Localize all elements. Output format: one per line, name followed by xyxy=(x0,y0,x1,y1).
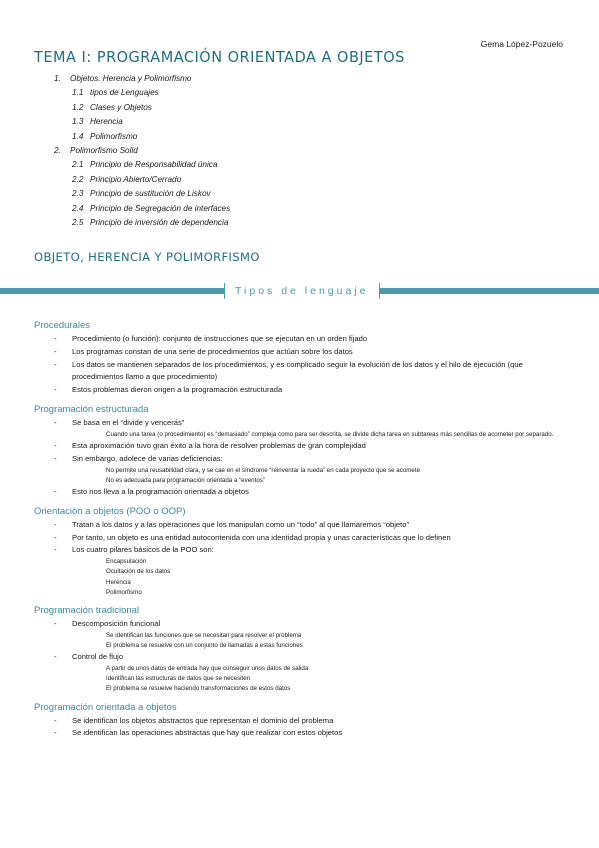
toc-subitem xyxy=(54,101,230,115)
bullet-item: - Tratan a los datos y a las operaciones que los manipulan como un “todo” al que llamaremos “objeto” xyxy=(34,519,574,532)
toc-number: 2.2 xyxy=(72,174,84,184)
bullet-item: - Control de flujo xyxy=(34,651,574,664)
toc-number: 2. xyxy=(54,146,61,156)
toc-label: Principio Abierto/Cerrado xyxy=(90,174,182,184)
bullet-item: - Esta aproximación tuvo gran éxito a la hora de resolver problemas de gran complejidad xyxy=(34,440,574,453)
toc-label: Principio de sustitución de Liskov xyxy=(90,189,211,199)
sub-bullet-item: Encapsulación xyxy=(106,558,147,566)
author-name: Gema López-Pozuelo xyxy=(480,39,563,49)
spacer xyxy=(34,499,574,502)
toc-label: Principio de Responsabilidad única xyxy=(90,160,218,170)
sub-bullet-item: No permite una reusabilidad clara, y se cae en el síndrome “reinventar la rueda” en cada proyecto que se acomete xyxy=(106,466,421,474)
toc-label: tipos de Lenguajes xyxy=(90,88,159,98)
toc-subitem xyxy=(54,130,230,144)
spacer xyxy=(34,740,574,743)
document-body xyxy=(34,316,574,743)
toc-number: 2.4 xyxy=(72,203,84,213)
toc-item xyxy=(54,144,230,158)
toc-subitem xyxy=(54,187,230,201)
bullet-item: - Se identifican las operaciones abstractas que hay que realizar con estos objetos xyxy=(34,727,574,740)
toc-label: Principio de Segregación de interfaces xyxy=(90,203,231,213)
toc-number: 1.4 xyxy=(72,131,84,141)
bullet-item: - Se basa en el “divide y vencerás” xyxy=(34,417,574,430)
sub-bullet-item: El problema se resuelve haciendo transformaciones de estos datos xyxy=(106,685,291,693)
page-title: TEMA I: PROGRAMACIÓN ORIENTADA A OBJETOS xyxy=(34,49,405,67)
sub-bullet-item: No es adecuada para programación orientada a “eventos” xyxy=(106,476,265,484)
sub-bullet-item: Polimorfismo xyxy=(106,588,142,596)
toc-label: Objetos. Herencia y Polimorfismo xyxy=(70,74,192,83)
toc-subitem xyxy=(54,158,230,172)
toc-item xyxy=(54,72,230,86)
sub-bullet-item: Se identifican las funciones que se necesitan para resolver el problema xyxy=(106,631,302,639)
bullet-item: - Se identifican los objetos abstractos que representan el dominio del problema xyxy=(34,715,574,728)
block-heading: Programación estructurada xyxy=(34,403,149,415)
spacer xyxy=(34,695,574,698)
toc-subitem xyxy=(54,202,230,216)
toc-label: Principio de inversión de dependencia xyxy=(90,218,229,228)
block-heading: Procedurales xyxy=(34,320,90,331)
toc-label: Clases y Objetos xyxy=(90,102,152,112)
sub-bullet-item: Ocultación de los datos xyxy=(106,568,171,576)
band-label: Tipos de lenguaje xyxy=(224,283,380,299)
toc-subitem xyxy=(54,216,230,230)
bullet-item: - Estos problemas dieron origen a la programación estructurada xyxy=(34,384,574,397)
toc-label: Polimorfismo Solid xyxy=(70,146,138,156)
toc-subitem xyxy=(54,115,230,129)
toc-number: 2.5 xyxy=(72,218,84,228)
toc-subitem xyxy=(54,86,230,100)
bullet-item: - Los programas constan de una serie de procedimientos que actúan sobre los datos xyxy=(34,346,574,359)
sub-bullet-item: A partir de unos datos de entrada hay que conseguir unos datos de salida xyxy=(106,664,309,672)
toc-number: 1.1 xyxy=(72,88,84,98)
spacer xyxy=(34,397,574,400)
table-of-contents xyxy=(54,72,230,230)
toc-number: 1. xyxy=(54,74,61,83)
toc-number: 1.3 xyxy=(72,117,84,127)
block-heading: Programación tradicional xyxy=(34,604,140,616)
bullet-item: - Los datos se mantienen separados de los procedimientos, y es complicado seguir la evolución de los datos y el hilo de ejecución (que procedimientos llamo a que procedimiento) xyxy=(34,359,574,385)
bullet-item: - Sin embargo, adolece de varias deficiencias: xyxy=(34,453,574,466)
bullet-item: - Procedimiento (o función): conjunto de instrucciones que se ejecutan en un orden fijado xyxy=(34,333,574,346)
sub-bullet-item: Cuando una tarea (o procedimiento) es “demasiado” compleja como para ser descrita, se divide dicha tarea en subtareas más sencillas de acometer por separado. xyxy=(106,430,554,438)
toc-subitem xyxy=(54,173,230,187)
section-title: OBJETO, HERENCIA Y POLIMORFISMO xyxy=(34,250,260,264)
toc-number: 2.3 xyxy=(72,189,84,199)
sub-bullet-item: El problema se resuelve con un conjunto de llamadas a estas funciones xyxy=(106,641,303,649)
toc-label: Herencia xyxy=(90,117,123,127)
bullet-item: - Los cuatro pilares básicos de la POO son: xyxy=(34,544,574,557)
bullet-item: - Por tanto, un objeto es una entidad autocontenida con una identidad propia y unas características que lo definen xyxy=(34,532,574,545)
bullet-item: - Esto nos lleva a la programación orientada a objetos xyxy=(34,486,574,499)
sub-bullet-item: Identifican las estructuras de datos que se necesiten xyxy=(106,675,251,683)
toc-number: 2.1 xyxy=(72,160,84,170)
sub-bullet-item: Herencia xyxy=(106,578,131,586)
block-heading: Orientación a objetos (POO o OOP) xyxy=(34,505,186,517)
toc-label: Polimorfismo xyxy=(90,131,138,141)
bullet-item: - Descomposición funcional xyxy=(34,618,574,631)
block-heading: Programación orientada a objetos xyxy=(34,701,177,713)
toc-number: 1.2 xyxy=(72,102,84,112)
spacer xyxy=(34,598,574,601)
